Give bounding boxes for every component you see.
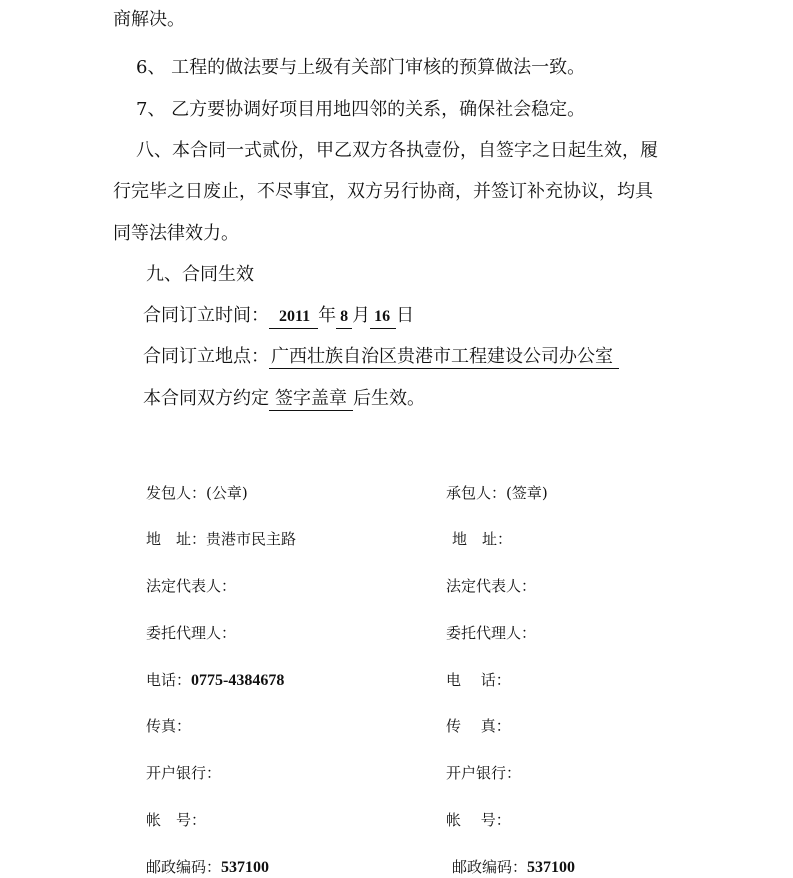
clause-8-line-1: 八、本合同一式贰份，甲乙双方各执壹份，自签字之日起生效，履 <box>136 140 658 161</box>
agreement-prefix: 本合同双方约定 <box>143 388 269 409</box>
party-a-address-label: 地 址： <box>146 530 207 548</box>
party-b-fax: 传 真： <box>446 717 511 735</box>
party-b-phone: 电 话： <box>446 671 511 689</box>
sign-year-unit: 年 <box>318 305 337 326</box>
agreement-suffix: 后生效。 <box>353 388 425 409</box>
sign-day-unit: 日 <box>396 305 415 326</box>
party-a-postcode-label: 邮政编码： <box>146 858 222 876</box>
clause-8-line-3: 同等法律效力。 <box>113 223 239 244</box>
party-b-postcode <box>452 857 575 878</box>
clause-9-heading: 九、合同生效 <box>146 264 254 285</box>
party-b-bank: 开户银行： <box>446 764 522 782</box>
agreement-value: 签字盖章 <box>269 388 353 411</box>
party-b-account: 帐 号： <box>446 811 511 829</box>
party-a-legal-rep: 法定代表人： <box>146 577 237 595</box>
party-b-title: 承包人：(签章) <box>446 484 548 502</box>
party-b-address: 地 址： <box>452 530 513 548</box>
clause-8-line-2: 行完毕之日废止，不尽事宜，双方另行协商，并签订补充协议，均具 <box>113 181 653 202</box>
party-a-address <box>146 529 296 549</box>
agreement-line <box>143 387 425 411</box>
party-a-postcode-value: 537100 <box>221 859 270 876</box>
party-a-postcode <box>146 857 269 878</box>
party-a-agent: 委托代理人： <box>146 624 237 642</box>
party-b-legal-rep: 法定代表人： <box>446 577 537 595</box>
clause-6: 6、 工程的做法要与上级有关部门审核的预算做法一致。 <box>136 57 586 78</box>
paragraph-continuation: 商解决。 <box>113 9 185 30</box>
party-a-phone-value: 0775-4384678 <box>191 672 285 689</box>
clause-7: 7、 乙方要协调好项目用地四邻的关系，确保社会稳定。 <box>136 99 586 120</box>
party-a-account: 帐 号： <box>146 811 207 829</box>
party-a-title: 发包人：(公章) <box>146 484 248 502</box>
sign-place-value: 广西壮族自治区贵港市工程建设公司办公室 <box>269 346 619 369</box>
sign-month: 8 <box>336 306 352 329</box>
party-a-address-value: 贵港市民主路 <box>206 530 297 548</box>
party-a-phone-label: 电话： <box>146 671 192 689</box>
sign-date-label: 合同订立时间： <box>143 305 269 326</box>
party-a-fax: 传真： <box>146 717 192 735</box>
party-b-agent: 委托代理人： <box>446 624 537 642</box>
party-a-bank: 开户银行： <box>146 764 222 782</box>
sign-month-unit: 月 <box>352 305 371 326</box>
party-a-phone <box>146 670 284 691</box>
sign-year: 2011 <box>269 306 318 329</box>
party-b-postcode-label: 邮政编码： <box>452 858 528 876</box>
sign-place-line <box>143 345 619 369</box>
sign-place-label: 合同订立地点： <box>143 346 269 367</box>
sign-date-line <box>143 304 414 329</box>
party-b-postcode-value: 537100 <box>527 859 576 876</box>
sign-day: 16 <box>370 306 396 329</box>
